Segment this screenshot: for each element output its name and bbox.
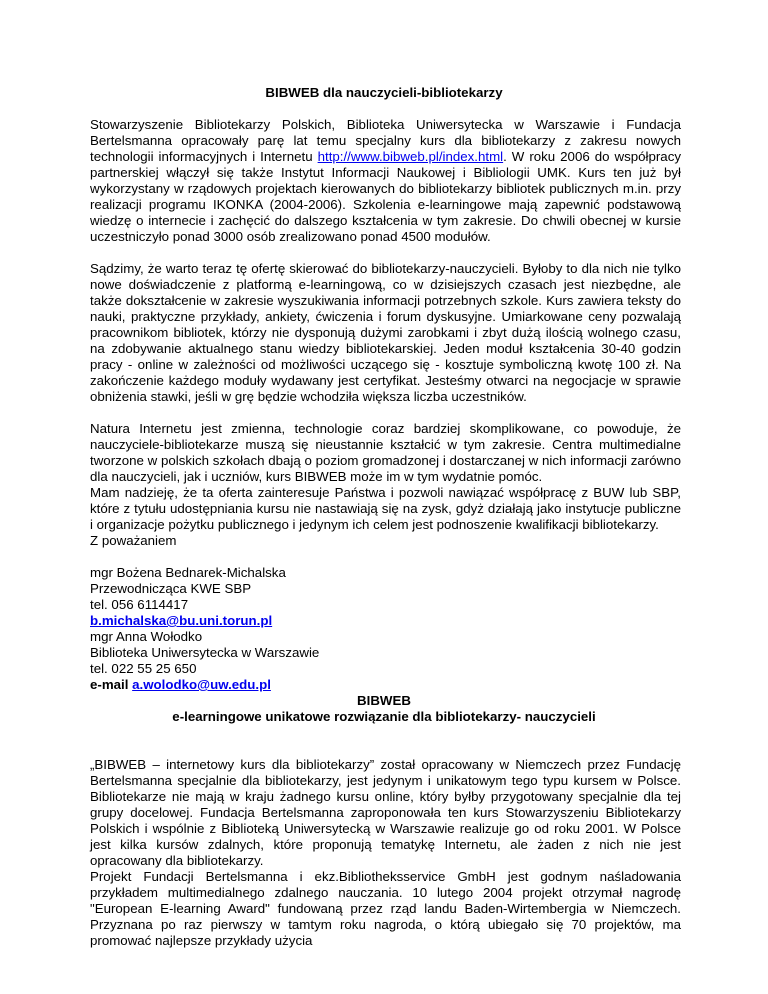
paragraph-intro-text: Stowarzyszenie Bibliotekarzy Polskich, Biblioteka Uniwersytecka w Warszawie i Fundacja Bertelsmanna opracowały parę lat temu specjalny kurs dla bibliotekarzy z zakresu nowych technologii informacyjnych i Internetu xyxy=(90,117,681,164)
signer-1-phone: tel. 056 6114417 xyxy=(90,597,189,612)
paragraph-bibweb-course: „BIBWEB – internetowy kurs dla bibliotekarzy” został opracowany w Niemczech przez Fundację Bertelsmanna specjalnie dla bibliotekarzy, jest jedynym i unikatowym tego typu kursem w Polsce. Bibliotekarze nie mają w kraju żadnego kursu online, który byłby przygotowany specjalnie dla tej grupy docelowej. Fundacja Bertelsmanna zaproponowała ten kurs Stowarzyszeniu Bibliotekarzy Polskich i wspólnie z Biblioteką Uniwersytecką w Warszawie realizuje go od roku 2001. W Polsce jest kilka kursów zdalnych, które proponują tematykę Internetu, ale żaden z nich nie jest opracowany dla bibliotekarzy. xyxy=(90,757,681,868)
signer-2-email-row xyxy=(90,677,681,693)
paragraph-cooperation: Mam nadzieję, że ta oferta zainteresuje Państwa i pozwoli nawiązać współpracę z BUW lub SBP, które z tytułu udostępniania kursu nie nastawiają się na zysk, gdyż działają jako instytucje publiczne i organizacje pożytku publicznego i jedynym ich celem jest podnoszenie kwalifikacji bibliotekarzy. xyxy=(90,485,681,532)
section-subtitle: e-learningowe unikatowe rozwiązanie dla bibliotekarzy- nauczycieli xyxy=(172,709,596,724)
paragraph-offer: Sądzimy, że warto teraz tę ofertę skierować do bibliotekarzy-nauczycieli. Byłoby to dla nich nie tylko nowe doświadczenie z platformą e-learningową, co w dzisiejszych czasach jest niezbędne, ale także dokształcenie w zakresie wyszukiwania informacji potrzebnych szkole. Kurs zawiera teksty do nauki, praktyczne przykłady, ankiety, ćwiczenia i forum dyskusyjne. Umiarkowane ceny pozwalają pracownikom bibliotek, którzy nie dysponują dużymi zarobkami i zbyt dużą ilością wolnego czasu, na zdobywanie aktualnego stanu wiedzy bibliotekarskiej. Jeden moduł kształcenia 30-40 godzin pracy - online w zależności od możliwości uczącego się - kosztuje symboliczną kwotę 100 zł. Na zakończenie każdego moduły wydawany jest certyfikat. Jesteśmy otwarci na negocjacje w sprawie obniżenia stawki, jeśli w grę będzie wchodziła większa liczba uczestników. xyxy=(90,261,681,404)
paragraph-internet: Natura Internetu jest zmienna, technologie coraz bardziej skomplikowane, co powoduje, że nauczyciele-bibliotekarze muszą się nieustannie kształcić w tym zakresie. Centra multimedialne tworzone w polskich szkołach dbają o poziom gromadzonej i dostarczanej w nich informacji zarówno dla nauczycieli, jak i uczniów, kurs BIBWEB może im w tym wydatnie pomóc. xyxy=(90,421,681,484)
document-title: BIBWEB dla nauczycieli-bibliotekarzy xyxy=(265,85,503,100)
bibweb-link[interactable]: http://www.bibweb.pl/index.html xyxy=(317,149,504,164)
signer-2-email-link[interactable]: a.wolodko@uw.edu.pl xyxy=(132,677,271,692)
signer-1-name: mgr Bożena Bednarek-Michalska xyxy=(90,565,286,580)
section-title: BIBWEB xyxy=(357,693,411,708)
paragraph-intro-text-cont: . W roku 2006 do współpracy partnerskiej włączył się także Instytut Informacji Naukowej i Bibliologii UMK. Kurs ten już był wykorzystany w rządowych projektach kierowanych do bibliotekarzy bibliotek publicznych m.in. przy realizacji programu IKONKA (2004-2006). Szkolenia e-learningowe mają zapewnić podstawową wiedzę o internecie i zachęcić do dalszego kształcenia w tym zakresie. Do chwili obecnej w kursie uczestniczyło ponad 3000 osób zrealizowano ponad 4500 modułów. xyxy=(90,149,681,244)
signature-2 xyxy=(90,629,681,693)
signer-1-role: Przewodnicząca KWE SBP xyxy=(90,581,252,596)
greeting: Z poważaniem xyxy=(90,533,177,548)
signer-2-name: mgr Anna Wołodko xyxy=(90,629,203,644)
signer-2-phone: tel. 022 55 25 650 xyxy=(90,661,197,676)
signer-1-email-link[interactable]: b.michalska@bu.uni.torun.pl xyxy=(90,613,273,628)
signer-2-org: Biblioteka Uniwersytecka w Warszawie xyxy=(90,645,320,660)
paragraph-bertelsmann-project: Projekt Fundacji Bertelsmanna i ekz.Bibliotheksservice GmbH jest godnym naśladowania przykładem multimedialnego zdalnego nauczania. 10 lutego 2004 projekt otrzymał nagrodę "European E-learning Award" fundowaną przez rząd landu Baden-Wirtembergia w Niemczech. Przyznana po raz pierwszy w tamtym roku nagroda, o którą ubiegało się 70 projektów, ma promować najlepsze przykłady użycia xyxy=(90,869,681,948)
signature-1 xyxy=(90,565,681,629)
paragraph-intro xyxy=(90,117,681,245)
signer-2-email-label: e-mail xyxy=(90,677,133,692)
